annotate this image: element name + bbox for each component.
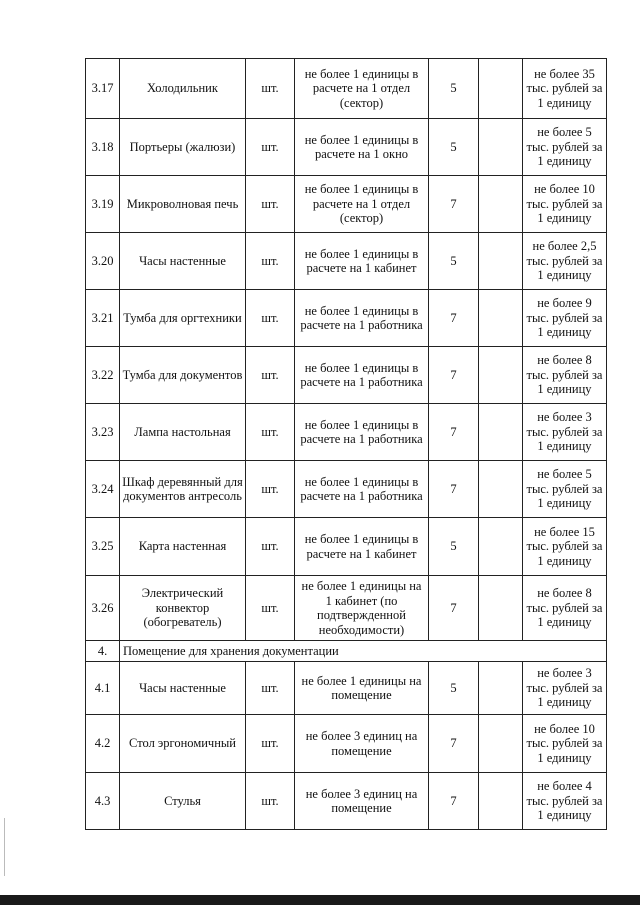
cell-norm: не более 1 единицы в расчете на 1 кабинет [295, 233, 429, 290]
cell-price: не более 10 тыс. рублей за 1 единицу [523, 715, 607, 773]
cell-term: 5 [429, 59, 479, 119]
cell-norm: не более 1 единицы на помещение [295, 662, 429, 715]
table-row [86, 119, 607, 176]
cell-name: Стол эргономичный [120, 715, 246, 773]
section-title: Помещение для хранения документации [120, 641, 607, 662]
cell-term: 7 [429, 461, 479, 518]
cell-norm: не более 1 единицы на 1 кабинет (по подтвержденной необходимости) [295, 576, 429, 641]
table-row [86, 715, 607, 773]
cell-price: не более 8 тыс. рублей за 1 единицу [523, 347, 607, 404]
cell-name: Лампа настольная [120, 404, 246, 461]
table-row [86, 662, 607, 715]
cell-extra [479, 290, 523, 347]
cell-extra [479, 662, 523, 715]
table-body [86, 59, 607, 830]
cell-price: не более 4 тыс. рублей за 1 единицу [523, 773, 607, 830]
cell-num: 4.3 [86, 773, 120, 830]
table-row [86, 773, 607, 830]
cell-extra [479, 773, 523, 830]
cell-extra [479, 715, 523, 773]
cell-term: 5 [429, 233, 479, 290]
cell-unit: шт. [246, 773, 295, 830]
cell-norm: не более 1 единицы в расчете на 1 работника [295, 290, 429, 347]
cell-price: не более 3 тыс. рублей за 1 единицу [523, 662, 607, 715]
cell-unit: шт. [246, 290, 295, 347]
cell-norm: не более 1 единицы в расчете на 1 окно [295, 119, 429, 176]
cell-unit: шт. [246, 576, 295, 641]
cell-norm: не более 1 единицы в расчете на 1 работника [295, 347, 429, 404]
cell-norm: не более 1 единицы в расчете на 1 кабинет [295, 518, 429, 576]
cell-unit: шт. [246, 176, 295, 233]
cell-name: Микроволновая печь [120, 176, 246, 233]
section-header-row [86, 641, 607, 662]
table-row [86, 59, 607, 119]
cell-num: 3.21 [86, 290, 120, 347]
cell-extra [479, 176, 523, 233]
cell-num: 4.1 [86, 662, 120, 715]
cell-num: 4.2 [86, 715, 120, 773]
cell-term: 5 [429, 119, 479, 176]
cell-unit: шт. [246, 662, 295, 715]
cell-num: 3.23 [86, 404, 120, 461]
cell-unit: шт. [246, 347, 295, 404]
cell-term: 7 [429, 773, 479, 830]
cell-term: 7 [429, 290, 479, 347]
cell-price: не более 8 тыс. рублей за 1 единицу [523, 576, 607, 641]
cell-price: не более 2,5 тыс. рублей за 1 единицу [523, 233, 607, 290]
cell-price: не более 5 тыс. рублей за 1 единицу [523, 119, 607, 176]
cell-unit: шт. [246, 715, 295, 773]
cell-name: Часы настенные [120, 662, 246, 715]
cell-extra [479, 347, 523, 404]
cell-term: 5 [429, 518, 479, 576]
cell-name: Шкаф деревянный для документов антресоль [120, 461, 246, 518]
cell-unit: шт. [246, 119, 295, 176]
table-row [86, 290, 607, 347]
cell-extra [479, 461, 523, 518]
cell-name: Стулья [120, 773, 246, 830]
cell-price: не более 10 тыс. рублей за 1 единицу [523, 176, 607, 233]
cell-extra [479, 119, 523, 176]
cell-name: Портьеры (жалюзи) [120, 119, 246, 176]
cell-price: не более 5 тыс. рублей за 1 единицу [523, 461, 607, 518]
cell-norm: не более 1 единицы в расчете на 1 отдел (сектор) [295, 59, 429, 119]
cell-extra [479, 518, 523, 576]
cell-price: не более 15 тыс. рублей за 1 единицу [523, 518, 607, 576]
cell-extra [479, 576, 523, 641]
cell-price: не более 35 тыс. рублей за 1 единицу [523, 59, 607, 119]
cell-name: Холодильник [120, 59, 246, 119]
table-row [86, 176, 607, 233]
cell-name: Тумба для оргтехники [120, 290, 246, 347]
table-row [86, 347, 607, 404]
cell-num: 3.18 [86, 119, 120, 176]
cell-term: 7 [429, 576, 479, 641]
scan-edge-mark [4, 818, 5, 876]
cell-num: 3.24 [86, 461, 120, 518]
section-number: 4. [86, 641, 120, 662]
cell-extra [479, 404, 523, 461]
cell-unit: шт. [246, 518, 295, 576]
cell-num: 3.19 [86, 176, 120, 233]
cell-norm: не более 1 единицы в расчете на 1 работника [295, 461, 429, 518]
cell-name: Часы настенные [120, 233, 246, 290]
cell-term: 7 [429, 176, 479, 233]
cell-norm: не более 1 единицы в расчете на 1 работника [295, 404, 429, 461]
cell-term: 5 [429, 662, 479, 715]
table-row [86, 461, 607, 518]
cell-norm: не более 3 единиц на помещение [295, 715, 429, 773]
cell-price: не более 9 тыс. рублей за 1 единицу [523, 290, 607, 347]
cell-num: 3.25 [86, 518, 120, 576]
cell-term: 7 [429, 715, 479, 773]
scan-border [0, 895, 640, 905]
cell-name: Тумба для документов [120, 347, 246, 404]
cell-num: 3.17 [86, 59, 120, 119]
equipment-norms-table [85, 58, 607, 830]
cell-name: Карта настенная [120, 518, 246, 576]
table-row [86, 404, 607, 461]
cell-extra [479, 233, 523, 290]
cell-unit: шт. [246, 59, 295, 119]
cell-norm: не более 1 единицы в расчете на 1 отдел (сектор) [295, 176, 429, 233]
cell-unit: шт. [246, 461, 295, 518]
cell-unit: шт. [246, 233, 295, 290]
cell-num: 3.22 [86, 347, 120, 404]
cell-norm: не более 3 единиц на помещение [295, 773, 429, 830]
cell-num: 3.26 [86, 576, 120, 641]
cell-unit: шт. [246, 404, 295, 461]
table-row [86, 233, 607, 290]
cell-price: не более 3 тыс. рублей за 1 единицу [523, 404, 607, 461]
cell-num: 3.20 [86, 233, 120, 290]
table-row [86, 576, 607, 641]
table-row [86, 518, 607, 576]
cell-extra [479, 59, 523, 119]
cell-term: 7 [429, 404, 479, 461]
cell-name: Электрический конвектор (обогреватель) [120, 576, 246, 641]
cell-term: 7 [429, 347, 479, 404]
